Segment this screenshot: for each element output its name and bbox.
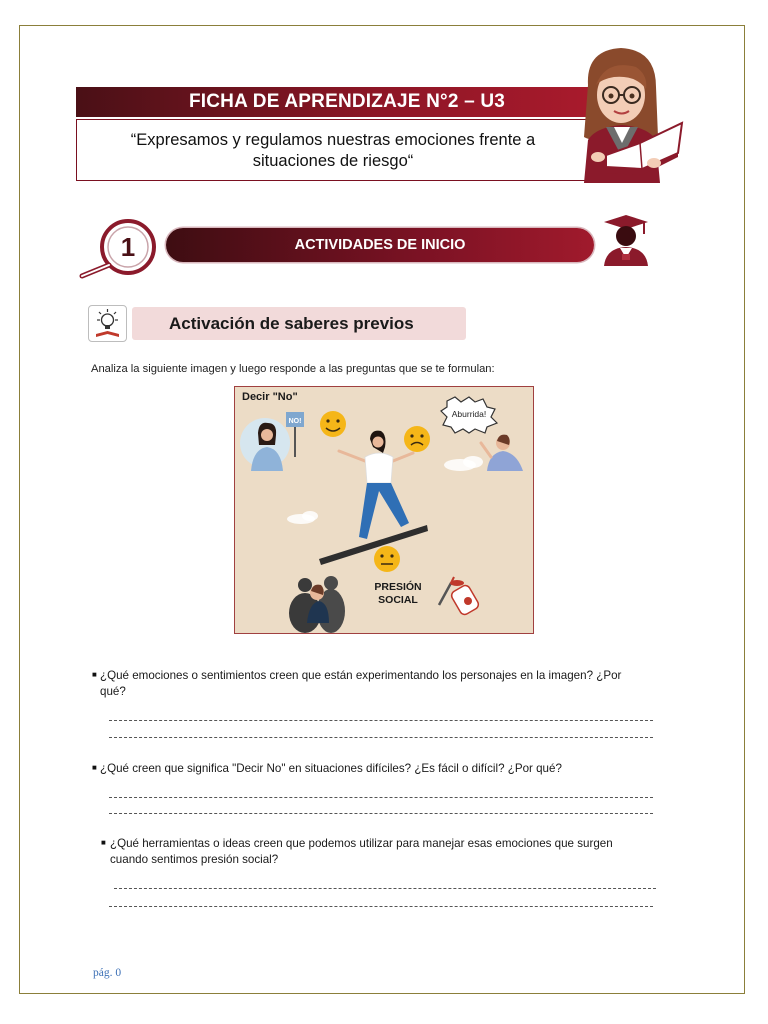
question-3 — [110, 836, 660, 868]
answer-line[interactable] — [109, 797, 653, 798]
activation-title: Activación de saberes previos — [132, 307, 466, 340]
question-1-line-1: ¿Qué emociones o sentimientos creen que están experimentando los personajes en la imagen? ¿Por — [100, 669, 622, 682]
lightbulb-icon — [89, 306, 126, 341]
section-title: ACTIVIDADES DE INICIO — [166, 228, 594, 262]
question-2 — [100, 761, 660, 777]
bullet-1: ■ — [92, 670, 97, 679]
worksheet-title: FICHA DE APRENDIZAJE N°2 – U3 — [188, 91, 506, 112]
worksheet-title-banner — [76, 87, 588, 117]
instruction-text: Analiza la siguiente imagen y luego responde a las preguntas que se te formulan: — [91, 363, 495, 375]
worksheet-subtitle — [76, 119, 590, 181]
label-social: SOCIAL — [378, 594, 418, 606]
label-presion: PRESIÓN — [374, 581, 422, 593]
answer-line[interactable] — [109, 813, 653, 814]
graduate-icon — [598, 212, 654, 268]
subtitle-line-1: “Expresamos y regulamos nuestras emociones frente a — [130, 131, 536, 149]
lightbulb-icon-box — [88, 305, 127, 342]
question-2-line-1: ¿Qué creen que significa "Decir No" en situaciones difíciles? ¿Es fácil o difícil? ¿Por qué? — [100, 762, 562, 775]
label-presion-social — [363, 581, 433, 607]
section-number: 1 — [120, 232, 136, 262]
answer-line[interactable] — [109, 906, 653, 907]
sign-no-text: NO! — [288, 418, 302, 425]
question-3-line-1: ¿Qué herramientas o ideas creen que podemos utilizar para manejar esas emociones que surgen — [110, 837, 613, 850]
bubble-aburrida: Aburrida! — [451, 409, 487, 419]
label-decir-no: Decir "No" — [242, 391, 298, 403]
subtitle-line-2: situaciones de riesgo“ — [252, 152, 414, 170]
page-number: pág. 0 — [93, 967, 122, 979]
bullet-2: ■ — [92, 763, 97, 772]
magnifier-number-icon — [70, 218, 162, 284]
answer-line[interactable] — [109, 737, 653, 738]
bullet-3: ■ — [101, 838, 106, 847]
question-3-line-2: cuando sentimos presión social? — [110, 853, 279, 866]
question-1-line-2: qué? — [100, 685, 126, 698]
question-1 — [100, 668, 660, 700]
answer-line[interactable] — [109, 720, 653, 721]
peer-pressure-illustration — [234, 386, 534, 634]
teacher-illustration — [566, 45, 686, 185]
answer-line[interactable] — [114, 888, 656, 889]
